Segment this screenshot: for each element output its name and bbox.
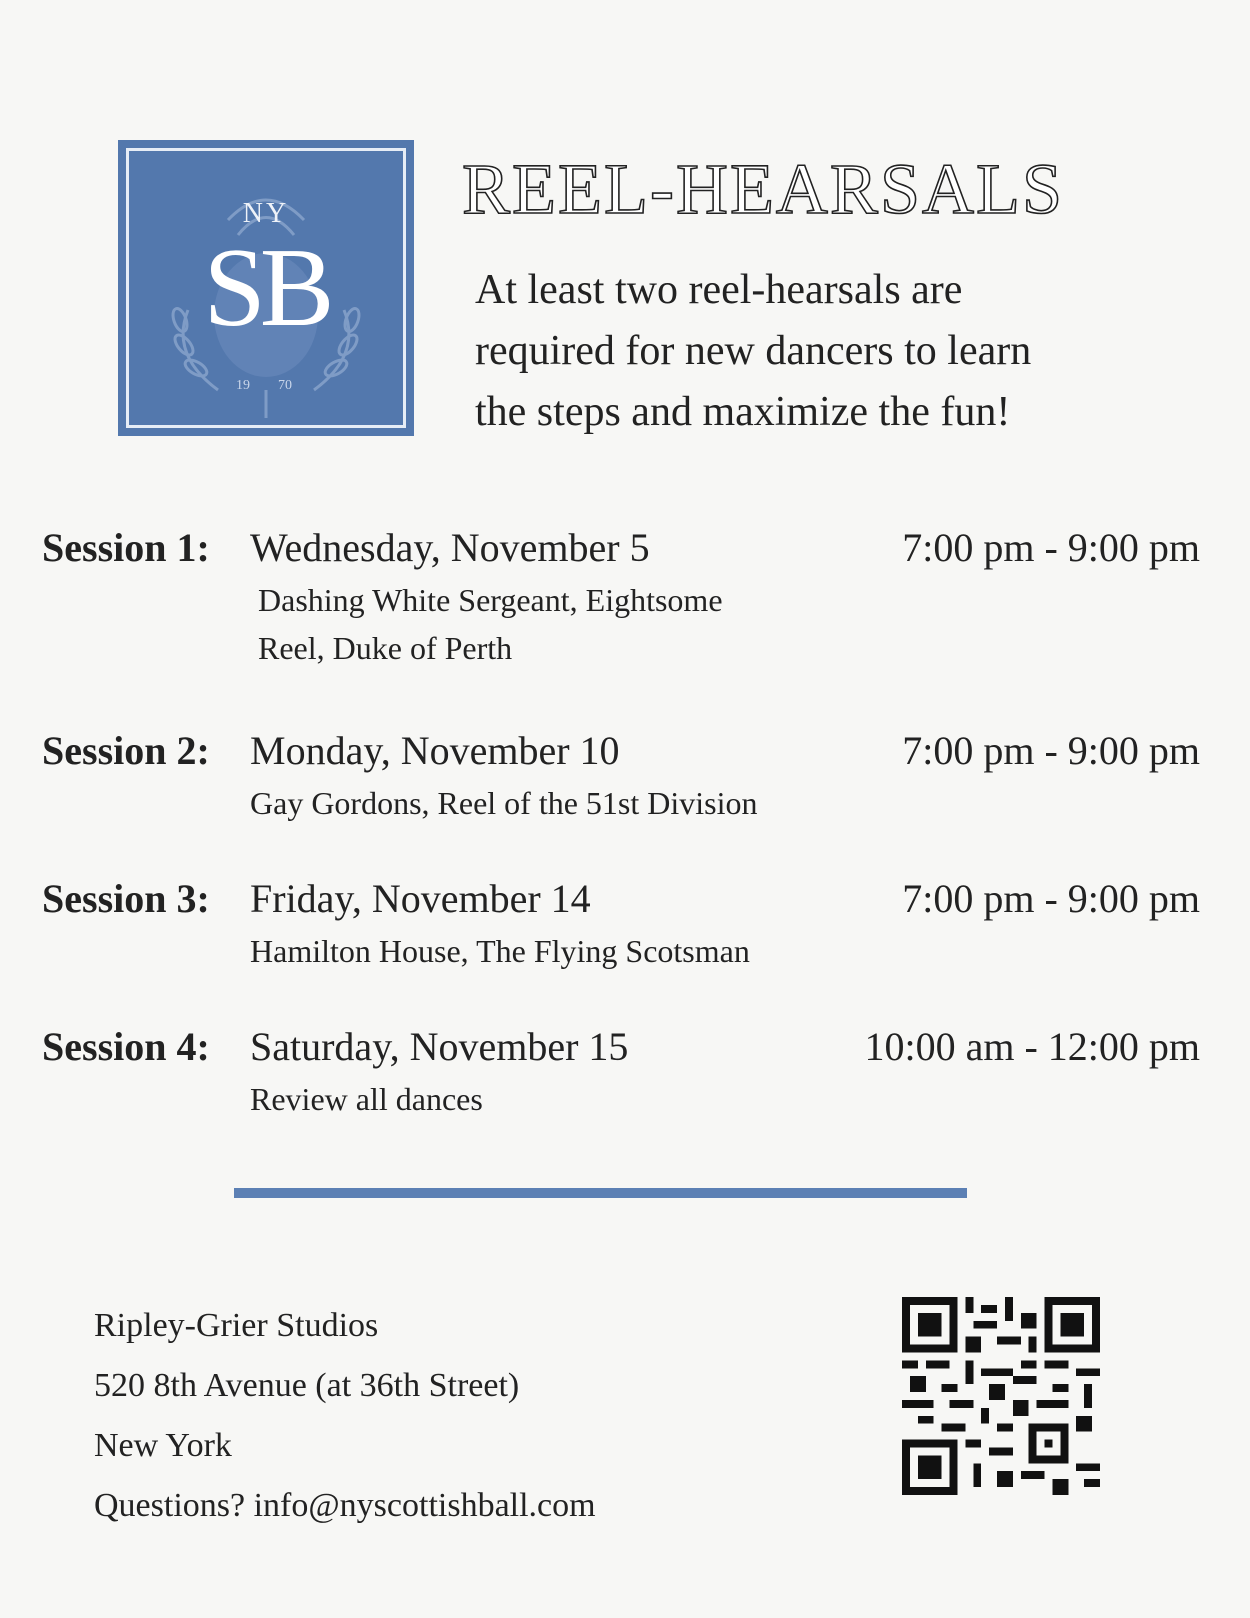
nysb-logo	[118, 140, 414, 436]
venue-name: Ripley-Grier Studios	[94, 1307, 379, 1344]
session-label: Session 3:	[42, 876, 210, 921]
logo-sb-text: SB	[203, 226, 329, 350]
intro-line: At least two reel-hearsals are	[475, 267, 963, 313]
session-time: 7:00 pm - 9:00 pm	[902, 728, 1200, 773]
intro-line: required for new dancers to learn	[475, 328, 1032, 374]
dances-line: Hamilton House, The Flying Scotsman	[250, 933, 750, 969]
page-title: REEL-HEARSALS	[462, 149, 1064, 229]
dances-line: Reel, Duke of Perth	[258, 630, 513, 666]
dances-line: Review all dances	[250, 1081, 483, 1117]
session-label: Session 2:	[42, 728, 210, 773]
logo-ny-text: NY	[242, 198, 290, 229]
session-dances	[250, 927, 830, 975]
venue-street: 520 8th Avenue (at 36th Street)	[94, 1367, 520, 1404]
venue-city: New York	[94, 1427, 232, 1464]
session-dances	[250, 779, 830, 827]
contact-email[interactable]: Questions? info@nyscottishball.com	[94, 1487, 596, 1524]
venue-address	[94, 1296, 596, 1536]
session-dances	[258, 576, 838, 672]
logo-year-left: 19	[236, 378, 250, 393]
dances-line: Dashing White Sergeant, Eightsome	[258, 582, 723, 618]
session-time: 7:00 pm - 9:00 pm	[902, 525, 1200, 570]
logo-year-right: 70	[278, 378, 292, 393]
intro-line: the steps and maximize the fun!	[475, 389, 1011, 435]
session-date: Monday, November 10	[250, 728, 620, 773]
session-date: Friday, November 14	[250, 876, 591, 921]
session-dances	[250, 1075, 830, 1123]
session-label: Session 1:	[42, 525, 210, 570]
session-label: Session 4:	[42, 1024, 210, 1069]
section-divider	[234, 1188, 967, 1198]
session-time: 10:00 am - 12:00 pm	[864, 1024, 1200, 1069]
dances-line: Gay Gordons, Reel of the 51st Division	[250, 785, 758, 821]
session-date: Saturday, November 15	[250, 1024, 629, 1069]
intro-text	[475, 260, 1175, 443]
session-time: 7:00 pm - 9:00 pm	[902, 876, 1200, 921]
qr-code-icon[interactable]	[902, 1297, 1100, 1495]
session-date: Wednesday, November 5	[250, 525, 650, 570]
